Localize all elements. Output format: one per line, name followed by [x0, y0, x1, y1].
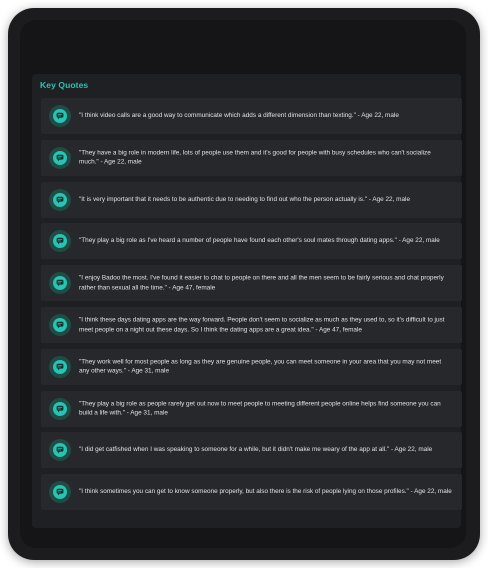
quote-card	[41, 223, 462, 259]
quote-text: "They work well for most people as long as they are genuine people, you can meet someone in your area that you may not meet any other ways." - Age 31, male	[79, 358, 442, 375]
quote-text: "It is very important that it needs to be authentic due to needing to find out who the person actually is." - Age 22, male	[79, 195, 411, 203]
chat-bubble-icon	[49, 230, 71, 252]
chat-bubble-icon	[49, 314, 71, 336]
screen	[20, 20, 466, 548]
quote-text: "I think these days dating apps are the way forward. People don't seem to socialize as much as they used to, so it's difficult to just meet people on a night out these days. So I think the dating apps are a great idea." - Age 47, female	[79, 316, 445, 333]
section-title: Key Quotes	[40, 80, 89, 90]
chat-bubble-icon	[49, 147, 71, 169]
quote-card	[41, 391, 462, 427]
quote-text: "They have a big role in modern life, lots of people use them and it's good for people with busy schedules who can't socialize much." - Age 22, male	[79, 149, 431, 166]
chat-bubble-icon	[49, 439, 71, 461]
quote-card	[41, 98, 462, 134]
quote-text: "I think video calls are a good way to communicate which adds a different dimension than texting." - Age 22, male	[79, 112, 399, 120]
tablet-frame	[8, 8, 480, 560]
quote-card	[41, 432, 462, 468]
chat-bubble-icon	[49, 189, 71, 211]
quote-card	[41, 140, 462, 176]
quote-text: "I enjoy Badoo the most. I've found it easier to chat to people on there and all the men seem to be fairly serious and chat properly rather than sexual all the time." - Age 47, female	[79, 274, 444, 292]
quote-card	[41, 349, 462, 385]
quote-text: "I did get catfished when I was speaking to someone for a while, but it didn't make me weary of the app at all." - Age 22, male	[79, 446, 433, 454]
chat-bubble-icon	[49, 272, 71, 294]
quote-text: "They play a big role as people rarely get out now to meet people to meeting different people online helps find someone you can build a life with." - Age 31, male	[79, 399, 441, 417]
chat-bubble-icon	[49, 356, 71, 378]
chat-bubble-icon	[49, 105, 71, 127]
quote-text: "I think sometimes you can get to know someone properly, but also there is the risk of people lying on those profiles." - Age 22, male	[79, 488, 452, 496]
chat-bubble-icon	[49, 398, 71, 420]
quote-card	[41, 265, 462, 301]
quote-card	[41, 474, 462, 510]
quote-list	[41, 98, 462, 516]
chat-bubble-icon	[49, 481, 71, 503]
quote-card	[41, 307, 462, 343]
quote-text: "They play a big role as I've heard a number of people have found each other's soul mates through dating apps." - Age 22, male	[79, 237, 440, 245]
quote-card	[41, 182, 462, 218]
